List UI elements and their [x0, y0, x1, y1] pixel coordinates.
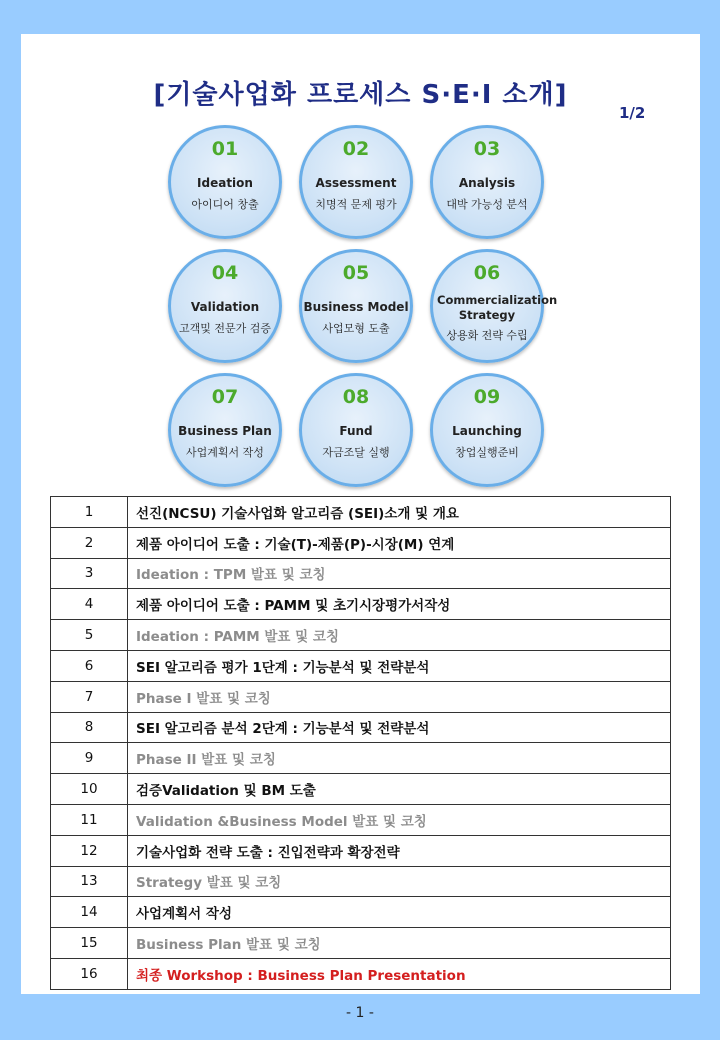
table-row	[51, 743, 671, 774]
step-number: 08	[342, 386, 370, 408]
table-row	[51, 620, 671, 651]
step-title-en: Business Plan	[178, 424, 272, 438]
row-text: Business Plan 발표 및 코칭	[128, 928, 671, 959]
row-text: Strategy 발표 및 코칭	[128, 866, 671, 897]
row-number: 11	[51, 804, 128, 835]
table-row	[51, 774, 671, 805]
row-number: 1	[51, 497, 128, 528]
row-text: Ideation : PAMM 발표 및 코칭	[128, 620, 671, 651]
table-row	[51, 712, 671, 743]
table-row	[51, 589, 671, 620]
step-number: 01	[211, 138, 239, 160]
step-title-ko: 창업실행준비	[455, 446, 519, 459]
step-title-ko: 사업계획서 작성	[186, 446, 264, 459]
row-text: 선진(NCSU) 기술사업화 알고리즘 (SEI)소개 및 개요	[128, 497, 671, 528]
row-text: 기술사업화 전략 도출 : 진입전략과 확장전략	[128, 835, 671, 866]
step-number: 05	[342, 262, 370, 284]
row-text: Ideation : TPM 발표 및 코칭	[128, 558, 671, 589]
step-number: 02	[342, 138, 370, 160]
step-circle-01	[168, 125, 282, 239]
row-number: 9	[51, 743, 128, 774]
table-row	[51, 866, 671, 897]
table-row	[51, 958, 671, 989]
table-row	[51, 497, 671, 528]
step-title-en: Validation	[190, 300, 260, 314]
row-text: SEI 알고리즘 분석 2단계 : 기능분석 및 전략분석	[128, 712, 671, 743]
step-title-ko: 사업모형 도출	[322, 322, 390, 335]
step-title-en: Launching	[452, 424, 522, 438]
step-circle-04	[168, 249, 282, 363]
step-circle-07	[168, 373, 282, 487]
step-circle-09	[430, 373, 544, 487]
table-row	[51, 804, 671, 835]
page-indicator: 1/2	[619, 104, 646, 122]
table-row	[51, 681, 671, 712]
step-circle-02	[299, 125, 413, 239]
step-number: 03	[473, 138, 501, 160]
step-title-en: Business Model	[303, 300, 409, 314]
row-number: 3	[51, 558, 128, 589]
step-title-ko: 자금조달 실행	[322, 446, 390, 459]
row-text: 검증Validation 및 BM 도출	[128, 774, 671, 805]
step-title-en: Assessment	[315, 176, 397, 190]
step-circle-06	[430, 249, 558, 363]
row-number: 4	[51, 589, 128, 620]
step-number: 09	[473, 386, 501, 408]
row-text: Phase I 발표 및 코칭	[128, 681, 671, 712]
step-number: 07	[211, 386, 239, 408]
row-text: 사업계획서 작성	[128, 897, 671, 928]
step-title-en: Ideation	[197, 176, 253, 190]
step-title-ko: 고객및 전문가 검증	[178, 322, 271, 335]
table-row	[51, 897, 671, 928]
row-number: 13	[51, 866, 128, 897]
row-number: 2	[51, 527, 128, 558]
row-number: 6	[51, 650, 128, 681]
page-title: [기술사업화 프로세스 S·E·I 소개]	[153, 80, 568, 110]
step-title-ko: 상용화 전략 수립	[446, 329, 528, 342]
row-number: 8	[51, 712, 128, 743]
row-text: Phase II 발표 및 코칭	[128, 743, 671, 774]
page-footer: - 1 -	[346, 1005, 374, 1021]
schedule-table	[50, 496, 671, 990]
document-page	[21, 34, 700, 994]
step-circle-03	[430, 125, 544, 239]
row-text: 제품 아이디어 도출 : PAMM 및 초기시장평가서작성	[128, 589, 671, 620]
table-row	[51, 835, 671, 866]
step-title-ko: 아이디어 창출	[191, 198, 259, 211]
step-circle-05	[299, 249, 413, 363]
row-number: 15	[51, 928, 128, 959]
row-number: 12	[51, 835, 128, 866]
row-number: 14	[51, 897, 128, 928]
table-row	[51, 558, 671, 589]
step-number: 04	[211, 262, 239, 284]
step-title-ko: 대박 가능성 분석	[446, 198, 528, 211]
table-row	[51, 650, 671, 681]
step-number: 06	[473, 262, 501, 284]
row-text: 최종 Workshop : Business Plan Presentation	[128, 958, 671, 989]
table-row	[51, 527, 671, 558]
step-title-ko: 치명적 문제 평가	[315, 198, 397, 211]
table-row	[51, 928, 671, 959]
row-number: 7	[51, 681, 128, 712]
step-title-en: Fund	[339, 424, 373, 438]
step-circle-08	[299, 373, 413, 487]
row-number: 5	[51, 620, 128, 651]
row-text: SEI 알고리즘 평가 1단계 : 기능분석 및 전략분석	[128, 650, 671, 681]
row-number: 16	[51, 958, 128, 989]
step-title-en: Analysis	[458, 176, 516, 190]
step-title-en: Commercialization Strategy	[437, 293, 558, 322]
row-text: 제품 아이디어 도출 : 기술(T)-제품(P)-시장(M) 연계	[128, 527, 671, 558]
row-text: Validation &Business Model 발표 및 코칭	[128, 804, 671, 835]
row-number: 10	[51, 774, 128, 805]
